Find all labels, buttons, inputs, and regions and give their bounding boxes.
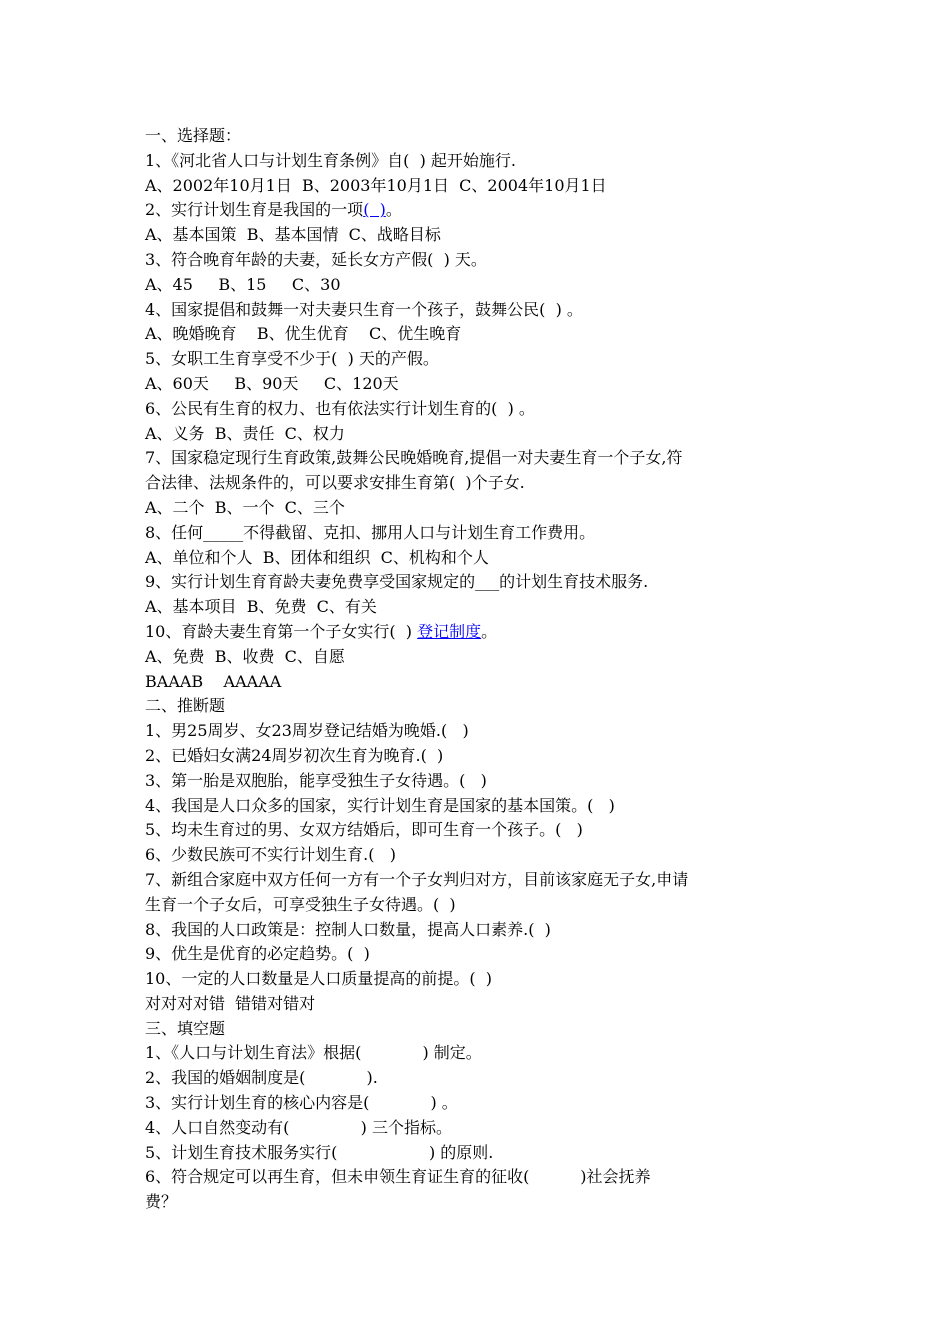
choice-question-4: 4、国家提倡和鼓舞一对夫妻只生育一个孩子，鼓舞公民( ) 。	[145, 299, 583, 319]
choice-question-10	[145, 620, 825, 645]
section-heading-judgement: 二、推断题	[145, 696, 226, 716]
choice-options-8: A、单位和个人 B、团体和组织 C、机构和个人	[145, 547, 489, 567]
judgement-question-4: 4、我国是人口众多的国家，实行计划生育是国家的基本国策。( )	[145, 795, 615, 815]
choice-options-6: A、义务 B、责任 C、权力	[145, 423, 345, 443]
choice-options-2: A、基本国策 B、基本国情 C、战略目标	[145, 225, 441, 245]
judgement-answers: 对对对对错 错错对错对	[145, 993, 316, 1013]
judgement-question-8: 8、我国的人口政策是：控制人口数量，提高人口素养.( )	[145, 919, 551, 939]
choice-options-10: A、免费 B、收费 C、自愿	[145, 646, 345, 666]
judgement-question-2: 2、已婚妇女满24周岁初次生育为晚育.( )	[145, 745, 444, 765]
choice-options-9: A、基本项目 B、免费 C、有关	[145, 597, 377, 617]
choice-question-7-line2: 合法律、法规条件的，可以要求安排生育第( )个子女.	[145, 473, 525, 493]
judgement-question-7-line1: 7、新组合家庭中双方任何一方有一个子女判归对方，目前该家庭无子女,申请	[145, 869, 689, 889]
choice-answers: BAAAB AAAAA	[145, 671, 282, 691]
choice-question-10-text: 10、育龄夫妻生育第一个子女实行( )	[145, 621, 418, 641]
document-body	[145, 124, 825, 1215]
fill-question-4: 4、人口自然变动有( ) 三个指标。	[145, 1117, 452, 1137]
choice-question-2	[145, 198, 825, 223]
choice-options-7: A、二个 B、一个 C、三个	[145, 497, 345, 517]
judgement-question-6: 6、少数民族可不实行计划生育.( )	[145, 845, 397, 865]
fill-question-2: 2、我国的婚姻制度是( ).	[145, 1068, 378, 1088]
choice-question-7-line1: 7、国家稳定现行生育政策,鼓舞公民晚婚晚育,提倡一对夫妻生育一个子女,符	[145, 448, 683, 468]
choice-question-8: 8、任何_____不得截留、克扣、挪用人口与计划生育工作费用。	[145, 522, 596, 542]
choice-question-9: 9、实行计划生育育龄夫妻免费享受国家规定的___的计划生育技术服务.	[145, 572, 649, 592]
section-heading-choice: 一、选择题：	[145, 126, 242, 145]
section-heading-fill-blank: 三、填空题	[145, 1018, 226, 1038]
choice-question-2-text: 2、实行计划生育是我国的一项	[145, 200, 364, 220]
choice-question-5: 5、女职工生育享受不少于( ) 天的产假。	[145, 349, 439, 369]
judgement-question-3: 3、第一胎是双胞胎，能享受独生子女待遇。( )	[145, 770, 487, 790]
fill-question-6-line1: 6、符合规定可以再生育，但未申领生育证生育的征收( )社会抚养	[145, 1167, 651, 1187]
judgement-question-7-line2: 生育一个子女后，可享受独生子女待遇。( )	[145, 894, 456, 914]
choice-options-4: A、晚婚晚育 B、优生优育 C、优生晚育	[145, 324, 462, 344]
choice-options-1: A、2002年10月1日 B、2003年10月1日 C、2004年10月1日	[145, 175, 607, 195]
fill-question-5: 5、计划生育技术服务实行( ) 的原则.	[145, 1142, 494, 1162]
choice-question-10-end: 。	[481, 621, 498, 641]
choice-question-1: 1、《河北省人口与计划生育条例》自( ) 起开始施行.	[145, 150, 517, 170]
choice-question-6: 6、公民有生育的权力、也有依法实行计划生育的( ) 。	[145, 398, 535, 418]
fill-question-1: 1、《人口与计划生育法》根据( ) 制定。	[145, 1043, 482, 1063]
choice-question-3: 3、符合晚育年龄的夫妻，延长女方产假( ) 天。	[145, 249, 487, 269]
judgement-question-9: 9、优生是优育的必定趋势。( )	[145, 944, 370, 964]
registration-system-link[interactable]: 登记制度	[417, 621, 482, 641]
choice-options-3: A、45 B、15 C、30	[145, 274, 341, 294]
choice-question-2-end: 。	[385, 200, 402, 220]
judgement-question-5: 5、均未生育过的男、女双方结婚后，即可生育一个孩子。( )	[145, 820, 583, 840]
judgement-question-1: 1、男25周岁、女23周岁登记结婚为晚婚.( )	[145, 721, 469, 741]
blank-link[interactable]: ( )	[363, 200, 386, 220]
choice-options-5: A、60天 B、90天 C、120天	[145, 373, 399, 393]
fill-question-3: 3、实行计划生育的核心内容是( ) 。	[145, 1093, 458, 1113]
judgement-question-10: 10、一定的人口数量是人口质量提高的前提。( )	[145, 969, 493, 989]
fill-question-6-line2: 费？	[145, 1192, 178, 1212]
